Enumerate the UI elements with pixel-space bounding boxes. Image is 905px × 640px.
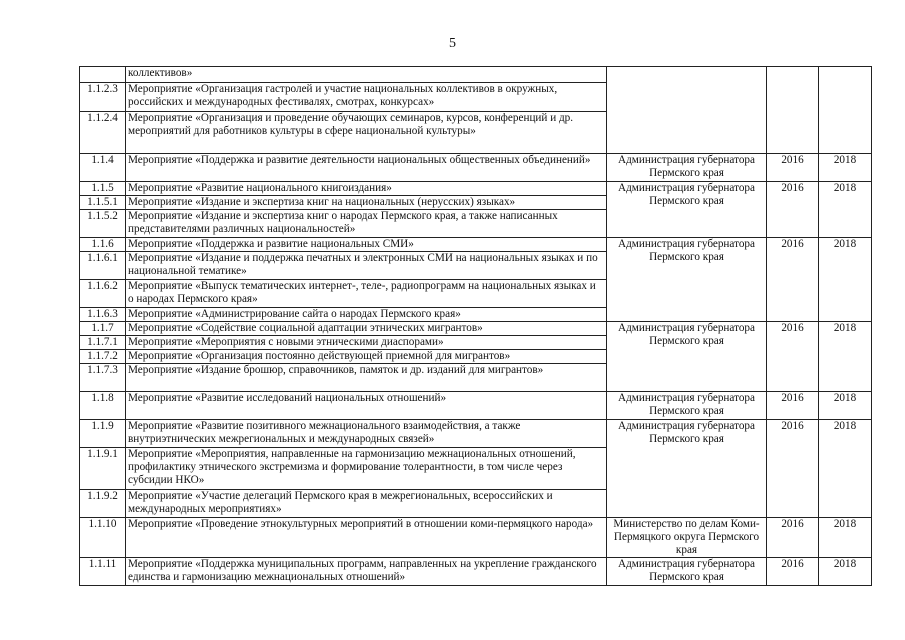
- table-row: [80, 558, 872, 586]
- row-number: 1.1.6: [80, 238, 126, 252]
- start-year: 2016: [767, 238, 819, 322]
- activity-text: Мероприятие «Мероприятия, направленные на гармонизацию межнациональных отношений, профилактику этнического экстремизма и формирование толерантности, в том числе через субсидии НКО»: [126, 448, 607, 490]
- activity-text: Мероприятие «Участие делегаций Пермского края в межрегиональных, всероссийских и международных мероприятиях»: [126, 490, 607, 518]
- row-number: 1.1.6.3: [80, 308, 126, 322]
- activity-text: Мероприятие «Поддержка и развитие национальных СМИ»: [126, 238, 607, 252]
- table-row: [80, 67, 872, 83]
- responsible-org: Администрация губернатора Пермского края: [607, 182, 767, 238]
- end-year: 2018: [819, 558, 872, 586]
- row-number: 1.1.6.1: [80, 252, 126, 280]
- activity-text: Мероприятие «Развитие позитивного межнационального взаимодействия, а также внутриэтнических межрегиональных и международных связей»: [126, 420, 607, 448]
- row-number: 1.1.9.1: [80, 448, 126, 490]
- end-year: 2018: [819, 420, 872, 518]
- activity-text: Мероприятие «Выпуск тематических интернет-, теле-, радиопрограмм на национальных языках и о народах Пермского края»: [126, 280, 607, 308]
- start-year: 2016: [767, 182, 819, 238]
- activity-text: Мероприятие «Организация гастролей и участие национальных коллективов в окружных, российских и международных фестивалях, смотрах, конкурсах»: [126, 83, 607, 112]
- table-row: [80, 518, 872, 558]
- end-year: 2018: [819, 392, 872, 420]
- program-activities-table: [79, 66, 872, 586]
- activity-text: Мероприятие «Издание брошюр, справочников, памяток и др. изданий для мигрантов»: [126, 364, 607, 392]
- activity-text: Мероприятие «Поддержка и развитие деятельности национальных общественных объединений»: [126, 154, 607, 182]
- row-number: 1.1.5.1: [80, 196, 126, 210]
- responsible-org: Администрация губернатора Пермского края: [607, 392, 767, 420]
- row-number: 1.1.6.2: [80, 280, 126, 308]
- start-year: 2016: [767, 154, 819, 182]
- row-number: 1.1.8: [80, 392, 126, 420]
- table-row: [80, 392, 872, 420]
- table-row: [80, 238, 872, 252]
- row-number: 1.1.11: [80, 558, 126, 586]
- table-row: [80, 154, 872, 182]
- end-year: 2018: [819, 182, 872, 238]
- activity-text: Мероприятие «Развитие национального книгоиздания»: [126, 182, 607, 196]
- row-number: 1.1.2.3: [80, 83, 126, 112]
- activity-text: Мероприятие «Организация и проведение обучающих семинаров, курсов, конференций и др. мероприятий для работников культуры в сфере национальной культуры»: [126, 112, 607, 154]
- end-year: 2018: [819, 322, 872, 392]
- responsible-org: Министерство по делам Коми-Пермяцкого округа Пермского края: [607, 518, 767, 558]
- row-number: 1.1.5: [80, 182, 126, 196]
- activity-text: Мероприятие «Проведение этнокультурных мероприятий в отношении коми-пермяцкого народа»: [126, 518, 607, 558]
- page-number: 5: [449, 36, 456, 51]
- end-year: 2018: [819, 238, 872, 322]
- activity-text: Мероприятие «Администрирование сайта о народах Пермского края»: [126, 308, 607, 322]
- end-year: [819, 67, 872, 154]
- row-number: [80, 67, 126, 83]
- activity-text: коллективов»: [126, 67, 607, 83]
- row-number: 1.1.5.2: [80, 210, 126, 238]
- responsible-org: [607, 67, 767, 154]
- activity-text: Мероприятие «Развитие исследований национальных отношений»: [126, 392, 607, 420]
- row-number: 1.1.7.3: [80, 364, 126, 392]
- table-row: [80, 420, 872, 448]
- row-number: 1.1.10: [80, 518, 126, 558]
- start-year: 2016: [767, 392, 819, 420]
- activity-text: Мероприятие «Издание и экспертиза книг на национальных (нерусских) языках»: [126, 196, 607, 210]
- row-number: 1.1.2.4: [80, 112, 126, 154]
- row-number: 1.1.7.2: [80, 350, 126, 364]
- start-year: [767, 67, 819, 154]
- start-year: 2016: [767, 558, 819, 586]
- row-number: 1.1.4: [80, 154, 126, 182]
- end-year: 2018: [819, 154, 872, 182]
- responsible-org: Администрация губернатора Пермского края: [607, 558, 767, 586]
- end-year: 2018: [819, 518, 872, 558]
- responsible-org: Администрация губернатора Пермского края: [607, 154, 767, 182]
- row-number: 1.1.7: [80, 322, 126, 336]
- table-row: [80, 182, 872, 196]
- row-number: 1.1.9.2: [80, 490, 126, 518]
- activity-text: Мероприятие «Организация постоянно действующей приемной для мигрантов»: [126, 350, 607, 364]
- row-number: 1.1.9: [80, 420, 126, 448]
- activity-text: Мероприятие «Мероприятия с новыми этническими диаспорами»: [126, 336, 607, 350]
- start-year: 2016: [767, 322, 819, 392]
- responsible-org: Администрация губернатора Пермского края: [607, 322, 767, 392]
- row-number: 1.1.7.1: [80, 336, 126, 350]
- activity-text: Мероприятие «Содействие социальной адаптации этнических мигрантов»: [126, 322, 607, 336]
- responsible-org: Администрация губернатора Пермского края: [607, 238, 767, 322]
- start-year: 2016: [767, 420, 819, 518]
- responsible-org: Администрация губернатора Пермского края: [607, 420, 767, 518]
- start-year: 2016: [767, 518, 819, 558]
- activity-text: Мероприятие «Поддержка муниципальных программ, направленных на укрепление гражданского единства и гармонизацию межнациональных отношений»: [126, 558, 607, 586]
- table-row: [80, 322, 872, 336]
- activity-text: Мероприятие «Издание и поддержка печатных и электронных СМИ на национальных языках и по национальной тематике»: [126, 252, 607, 280]
- activity-text: Мероприятие «Издание и экспертиза книг о народах Пермского края, а также написанных представителями различных национальностей»: [126, 210, 607, 238]
